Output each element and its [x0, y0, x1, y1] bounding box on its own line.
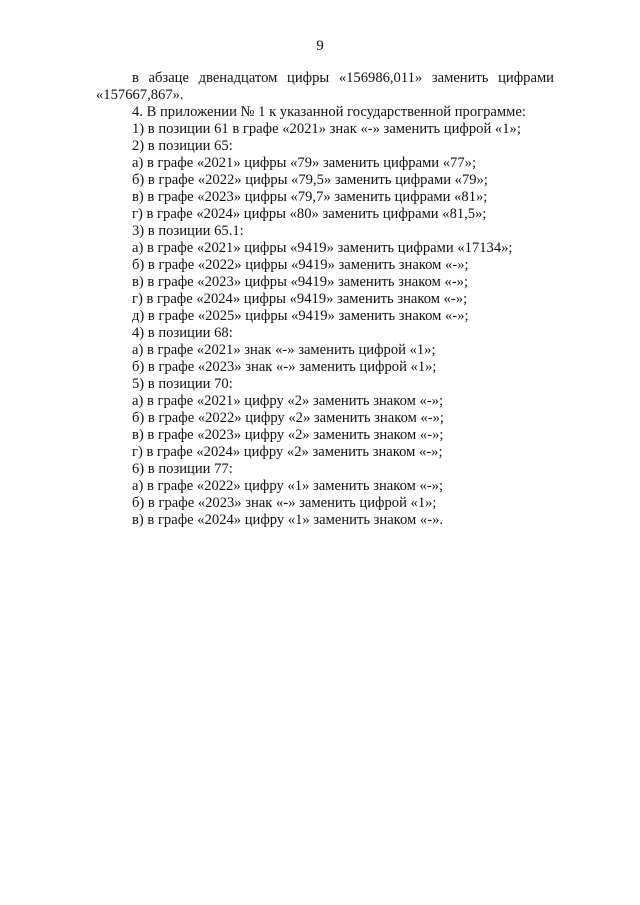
text-line: 4) в позиции 68:	[132, 325, 233, 341]
text-line: д) в графе «2025» цифры «9419» заменить знаком «-»;	[132, 308, 469, 324]
text-line: а) в графе «2021» цифру «2» заменить знаком «-»;	[132, 393, 444, 409]
text-line: 6) в позиции 77:	[132, 461, 233, 477]
text-line: 5) в позиции 70:	[132, 376, 233, 392]
text-line: в) в графе «2024» цифру «1» заменить знаком «-».	[132, 512, 444, 528]
document-body	[96, 70, 554, 529]
text-line: а) в графе «2022» цифру «1» заменить знаком «-»;	[132, 478, 444, 494]
text-line: г) в графе «2024» цифры «9419» заменить знаком «-»;	[132, 291, 468, 307]
text-line: б) в графе «2023» знак «-» заменить цифрой «1»;	[132, 495, 437, 511]
text-line: б) в графе «2023» знак «-» заменить цифрой «1»;	[132, 359, 437, 375]
text-line: в) в графе «2023» цифры «9419» заменить знаком «-»;	[132, 274, 469, 290]
text-line: 4. В приложении № 1 к указанной государственной программе:	[132, 104, 526, 120]
text-line: г) в графе «2024» цифру «2» заменить знаком «-»;	[132, 444, 443, 460]
text-line: в) в графе «2023» цифры «79,7» заменить цифрами «81»;	[132, 189, 488, 205]
text-line: а) в графе «2021» цифры «9419» заменить цифрами «17134»;	[132, 240, 513, 256]
text-line: 2) в позиции 65:	[132, 138, 233, 154]
text-line: а) в графе «2021» знак «-» заменить цифрой «1»;	[132, 342, 436, 358]
text-line: 1) в позиции 61 в графе «2021» знак «-» заменить цифрой «1»;	[132, 121, 521, 137]
text-line: б) в графе «2022» цифры «79,5» заменить цифрами «79»;	[132, 172, 488, 188]
text-line: 3) в позиции 65.1:	[132, 223, 244, 239]
text-line: б) в графе «2022» цифры «9419» заменить знаком «-»;	[132, 257, 469, 273]
text-line: г) в графе «2024» цифры «80» заменить цифрами «81,5»;	[132, 206, 487, 222]
text-line: в) в графе «2023» цифру «2» заменить знаком «-»;	[132, 427, 444, 443]
text-line: б) в графе «2022» цифру «2» заменить знаком «-»;	[132, 410, 444, 426]
text-line: а) в графе «2021» цифры «79» заменить цифрами «77»;	[132, 155, 477, 171]
page-number: 9	[316, 38, 324, 54]
paragraph: в абзаце двенадцатом цифры «156986,011» заменить цифрами «157667,867».	[96, 70, 554, 103]
